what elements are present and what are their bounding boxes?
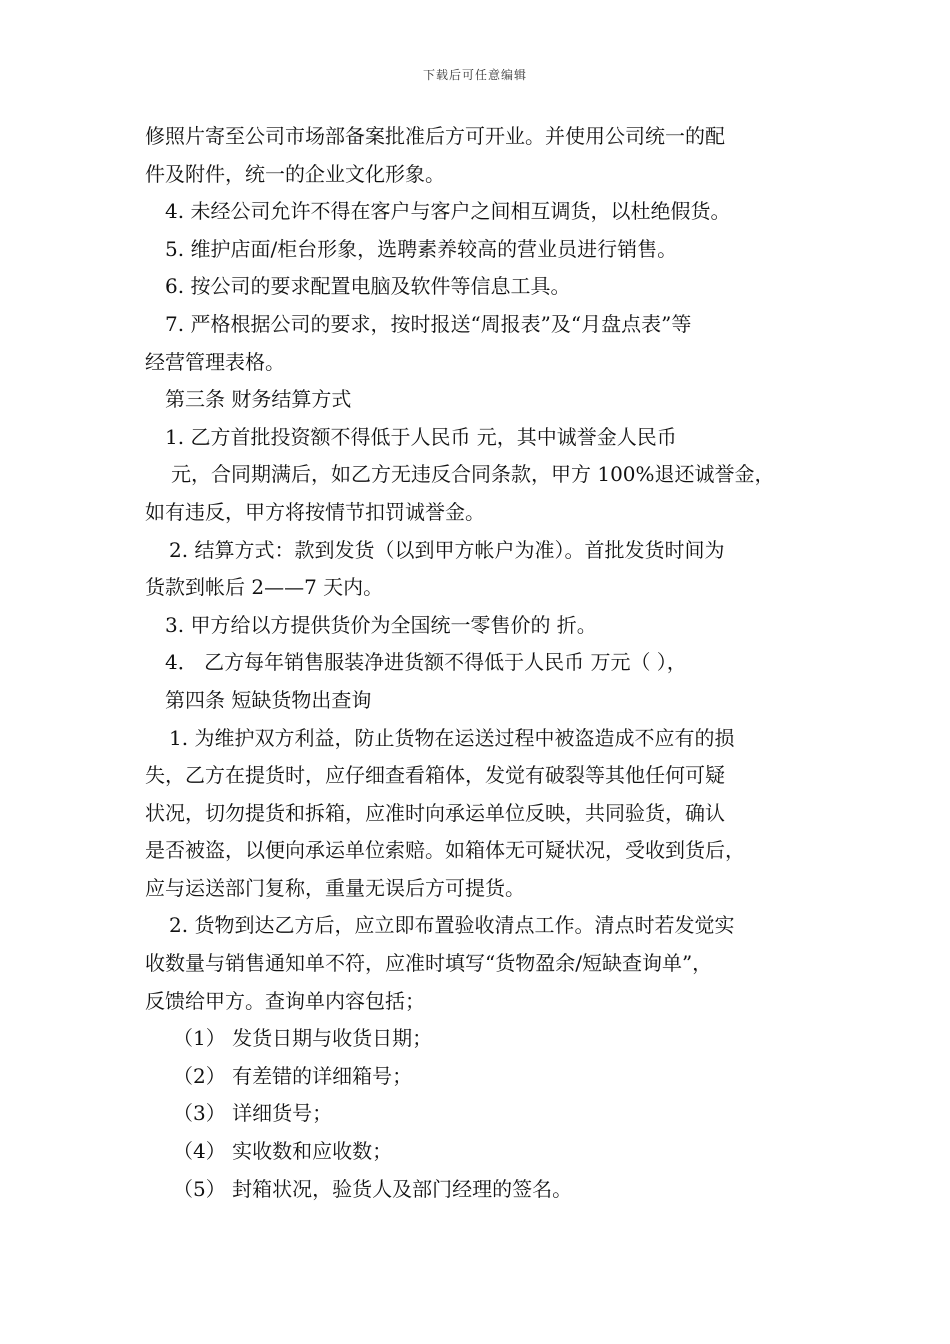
list-item: 2. 结算方式：款到发货（以到甲方帐户为准）。首批发货时间为 <box>169 537 725 562</box>
paragraph-line: 修照片寄至公司市场部备案批准后方可开业。并使用公司统一的配 <box>145 124 725 148</box>
list-item: 5. 维护店面/柜台形象，选聘素养较高的营业员进行销售。 <box>165 236 678 261</box>
paragraph-line: 经营管理表格。 <box>145 349 285 374</box>
list-item: 4. 未经公司允许不得在客户与客户之间相互调货，以杜绝假货。 <box>165 199 731 224</box>
paragraph-line: 元，合同期满后，如乙方无违反合同条款，甲方 100%退还诚誉金， <box>171 462 775 487</box>
list-item: 3. 甲方给以方提供货价为全国统一零售价的 折。 <box>165 612 597 637</box>
page-header: 下载后可任意编辑 <box>422 68 527 82</box>
paragraph-line: 失，乙方在提货时，应仔细查看箱体，发觉有破裂等其他任何可疑 <box>145 763 725 788</box>
list-item: 1. 乙方首批投资额不得低于人民币 元，其中诚誉金人民币 <box>165 424 677 449</box>
list-item: 7. 严格根据公司的要求，按时报送“周报表”及“月盘点表”等 <box>165 311 692 336</box>
sub-list-item: （2） 有差错的详细箱号； <box>173 1063 413 1088</box>
section-heading: 第四条 短缺货物出查询 <box>165 687 372 712</box>
paragraph-line: 件及附件，统一的企业文化形象。 <box>145 161 445 186</box>
sub-list-item: （1） 发货日期与收货日期； <box>173 1026 433 1051</box>
paragraph-line: 应与运送部门复称，重量无误后方可提货。 <box>145 875 525 900</box>
sub-list-item: （4） 实收数和应收数； <box>173 1139 393 1164</box>
section-heading: 第三条 财务结算方式 <box>165 387 352 412</box>
paragraph-line: 是否被盗，以便向承运单位索赔。如箱体无可疑状况，受收到货后， <box>145 838 745 863</box>
list-item: 1. 为维护双方利益，防止货物在运送过程中被盗造成不应有的损 <box>169 725 735 750</box>
document-body <box>145 118 835 1208</box>
sub-list-item: （3） 详细货号； <box>173 1101 333 1126</box>
paragraph-line: 如有违反，甲方将按情节扣罚诚誉金。 <box>145 499 485 524</box>
sub-list-item: （5） 封箱状况，验货人及部门经理的签名。 <box>173 1176 573 1201</box>
paragraph-line: 反馈给甲方。查询单内容包括； <box>145 988 425 1013</box>
list-item: 2. 货物到达乙方后，应立即布置验收清点工作。清点时若发觉实 <box>169 913 735 938</box>
paragraph-line: 状况，切勿提货和拆箱，应准时向承运单位反映，共同验货，确认 <box>145 800 725 825</box>
paragraph-line: 收数量与销售通知单不符，应准时填写“货物盈余/短缺查询单”， <box>145 951 713 976</box>
list-item: 4． 乙方每年销售服装净进货额不得低于人民币 万元（ ）， <box>165 650 687 675</box>
list-item: 6. 按公司的要求配置电脑及软件等信息工具。 <box>165 274 571 299</box>
paragraph-line: 货款到帐后 2——7 天内。 <box>145 575 384 600</box>
